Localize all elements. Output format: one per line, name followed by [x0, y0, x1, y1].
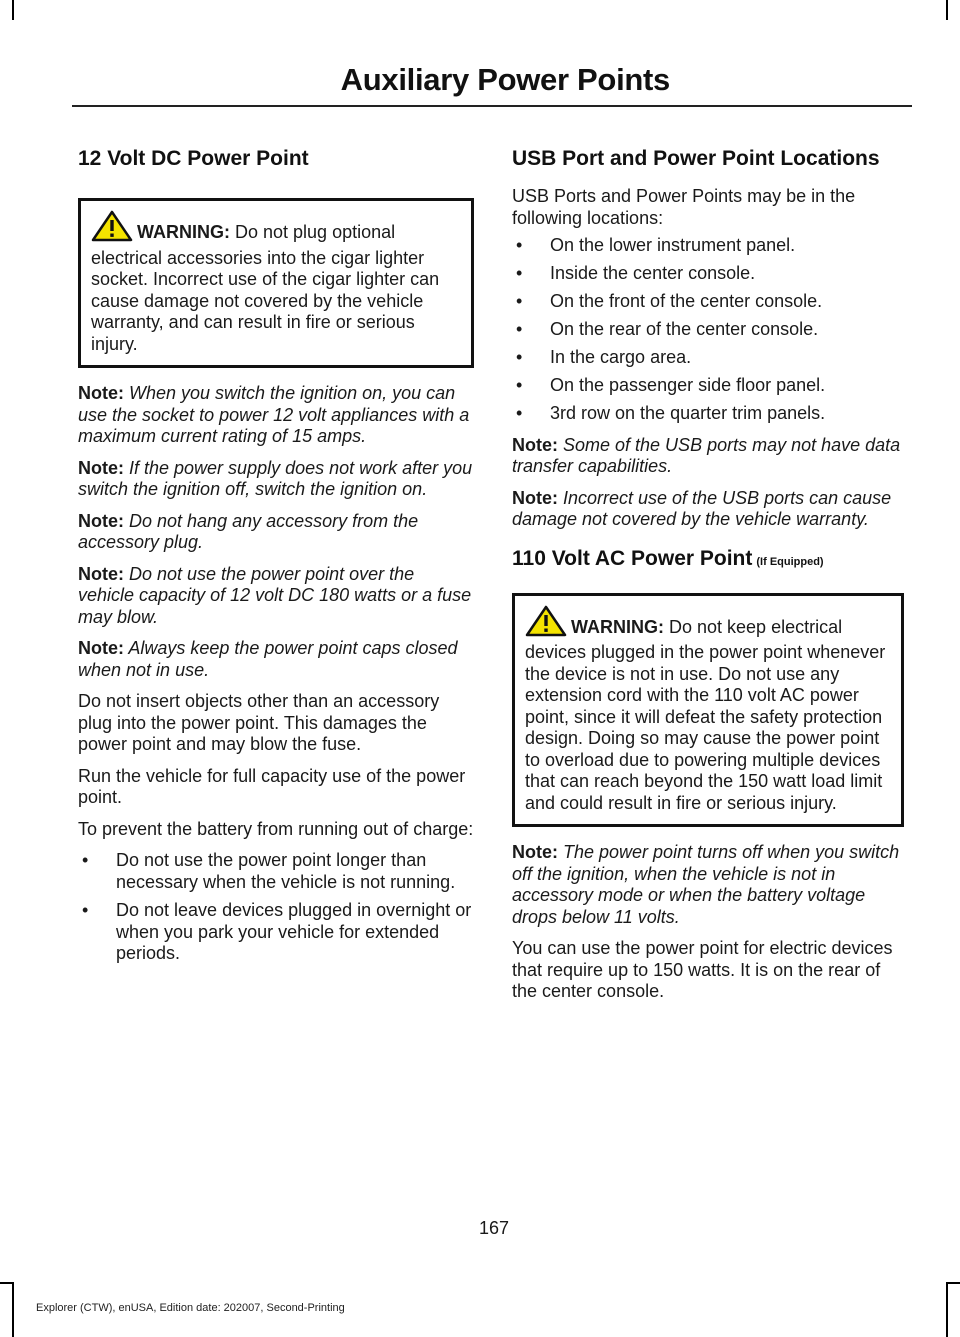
- crop-mark-top-left-vertical: [12, 0, 14, 20]
- note-text: Do not hang any accessory from the accessory plug.: [78, 510, 419, 552]
- warning-text: Do not plug optional electrical accessories into the cigar lighter socket. Incorrect use of the cigar lighter can cause damage not covered by the vehicle warranty, and can result in fire or serious injury.: [91, 222, 440, 354]
- list-item-text: Inside the center console.: [550, 263, 756, 283]
- note-label: Note:: [78, 638, 124, 658]
- bullet-icon: •: [82, 850, 89, 870]
- bullet-icon: •: [516, 263, 523, 283]
- warning-label: WARNING:: [137, 222, 230, 242]
- header-rule: [72, 105, 912, 107]
- note-label: Note:: [512, 487, 558, 508]
- note-12v-caps: [78, 638, 474, 681]
- note-12v-capacity: [78, 564, 474, 629]
- bullet-icon: •: [516, 235, 523, 255]
- crop-mark-bottom-right-horizontal: [946, 1282, 960, 1284]
- note-label: Note:: [78, 510, 124, 531]
- warning-triangle-icon: [91, 210, 133, 248]
- page-number: 167: [478, 1218, 510, 1238]
- section-heading-12v: 12 Volt DC Power Point: [78, 147, 309, 170]
- list-item: [78, 900, 474, 965]
- note-12v-power-supply: [78, 458, 474, 501]
- list-item-text: In the cargo area.: [550, 347, 692, 367]
- bullet-icon: •: [516, 403, 523, 423]
- list-item-text: Do not use the power point longer than necessary when the vehicle is not running.: [116, 850, 456, 892]
- crop-mark-bottom-left-horizontal: [0, 1282, 14, 1284]
- if-equipped-label: (If Equipped): [756, 555, 824, 568]
- note-text: When you switch the ignition on, you can use the socket to power 12 volt appliances with a maximum current rating of 15 amps.: [78, 383, 470, 446]
- note-text: Always keep the power point caps closed when not in use.: [78, 638, 458, 680]
- warning-text: Do not keep electrical devices plugged in the power point whenever the device is not in use. Do not use any extension cord with the 110 volt AC power point, since it will defeat the safety protection design. Doing so may cause the power point to overload due to powering multiple devices that can reach beyond the 150 watt load limit and could result in fire or serious injury.: [525, 616, 886, 813]
- bullet-icon: •: [516, 319, 523, 339]
- note-text: Do not use the power point over the vehicle capacity of 12 volt DC 180 watts or a fuse may blow.: [78, 563, 472, 627]
- section-heading-usb: USB Port and Power Point Locations: [512, 147, 880, 170]
- list-item-text: 3rd row on the quarter trim panels.: [550, 403, 826, 423]
- usb-intro: USB Ports and Power Points may be in the following locations:: [512, 186, 856, 228]
- paragraph-110v-watts: You can use the power point for electric devices that require up to 150 watts. It is on the rear of the center console.: [512, 938, 893, 1001]
- note-usb-data-transfer: [512, 435, 904, 478]
- list-item-text: On the front of the center console.: [550, 291, 823, 311]
- list-item-text: On the passenger side floor panel.: [550, 375, 826, 395]
- list-item-text: On the rear of the center console.: [550, 319, 819, 339]
- section-heading-110v: [512, 548, 904, 573]
- note-label: Note:: [78, 383, 124, 403]
- right-column: [512, 148, 904, 1003]
- list-item: [512, 403, 904, 425]
- list-item: [512, 235, 904, 257]
- bullet-icon: •: [516, 375, 523, 395]
- list-item: [78, 850, 474, 893]
- note-label: Note:: [512, 434, 558, 455]
- note-text: Some of the USB ports may not have data transfer capabilities.: [512, 434, 901, 476]
- list-item: [512, 375, 904, 397]
- note-label: Note:: [78, 563, 124, 584]
- note-label: Note:: [512, 842, 558, 862]
- bullet-icon: •: [516, 291, 523, 311]
- list-item: [512, 263, 904, 285]
- paragraph-run-vehicle: Run the vehicle for full capacity use of the power point.: [78, 765, 466, 807]
- warning-label: WARNING:: [571, 616, 664, 637]
- bullet-icon: •: [82, 900, 89, 920]
- warning-box-110v: [512, 593, 904, 828]
- list-item-text: On the lower instrument panel.: [550, 235, 796, 255]
- footer-edition-text: Explorer (CTW), enUSA, Edition date: 202007, Second-Printing: [36, 1302, 345, 1314]
- list-item: [512, 291, 904, 313]
- crop-mark-bottom-left-vertical: [12, 1282, 14, 1337]
- note-text: Incorrect use of the USB ports can cause damage not covered by the vehicle warranty.: [512, 487, 892, 529]
- note-usb-incorrect-use: [512, 488, 904, 531]
- warning-box-12v: [78, 198, 474, 368]
- note-12v-hang-accessory: [78, 511, 474, 554]
- list-item: [512, 319, 904, 341]
- note-110v-turns-off: [512, 842, 904, 928]
- list-item-text: Do not leave devices plugged in overnight or when you park your vehicle for extended periods.: [116, 900, 472, 963]
- paragraph-battery: To prevent the battery from running out of charge:: [78, 818, 474, 839]
- page-title: Auxiliary Power Points: [340, 62, 670, 97]
- paragraph-insert-objects: Do not insert objects other than an accessory plug into the power point. This damages the power point and may blow the fuse.: [78, 691, 440, 754]
- note-label: Note:: [78, 457, 124, 478]
- note-text: The power point turns off when you switch off the ignition, when the vehicle is not in accessory mode or when the battery voltage drops below 11 volts.: [512, 842, 900, 927]
- left-column: [78, 148, 474, 965]
- usb-locations-list: [512, 235, 904, 425]
- section-heading-110v-text: 110 Volt AC Power Point: [512, 546, 753, 570]
- battery-bullet-list: [78, 850, 474, 965]
- bullet-icon: •: [516, 347, 523, 367]
- warning-triangle-icon: [525, 605, 567, 643]
- note-text: If the power supply does not work after you switch the ignition off, switch the ignition on.: [78, 457, 473, 499]
- crop-mark-top-right-vertical: [946, 0, 948, 20]
- list-item: [512, 347, 904, 369]
- crop-mark-bottom-right-vertical: [946, 1282, 948, 1337]
- note-12v-ignition: [78, 383, 474, 448]
